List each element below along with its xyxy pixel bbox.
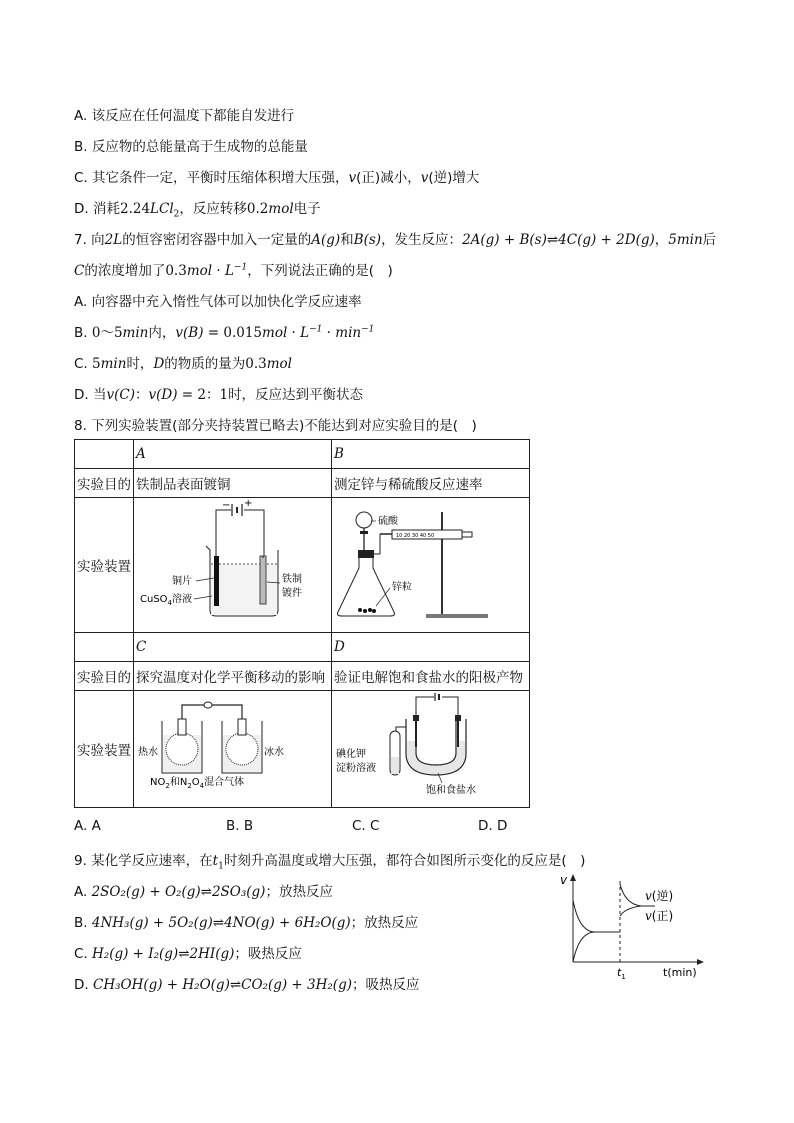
device-label: 实验装置 xyxy=(75,498,134,633)
legend-reverse: v(逆) xyxy=(645,889,674,903)
q6-option-a: A. 该反应在任何温度下都能自发进行 xyxy=(74,108,295,124)
ice-water-label: 冰水 xyxy=(264,747,284,758)
q9-option-c: C. H₂(g) + I₂(g)⇌2HI(g)；吸热反应 xyxy=(74,946,302,962)
col-header-a: A xyxy=(134,440,332,469)
t1-tick-label: $t_1$ xyxy=(617,966,626,981)
q7-option-b: B. 0～5min内，$v(B) = 0.015mol \cdot L^{-1} \cdot \min^{-1}$ xyxy=(74,324,375,341)
gas-mixture-label: $NO_2$和$N_2O_4$混合气体 xyxy=(150,777,245,790)
q8-option-a: A. A xyxy=(74,818,101,834)
x-axis-label: t(min) xyxy=(663,966,697,979)
q7-option-c: C. 5min时，D的物质的量为0.3mol xyxy=(74,356,292,372)
figure-b-cell xyxy=(332,498,530,633)
device-label-2: 实验装置 xyxy=(75,691,134,808)
q8-option-d: D. D xyxy=(478,818,508,834)
brine-label: 饱和食盐水 xyxy=(426,785,476,796)
hot-water-label: 热水 xyxy=(138,747,158,758)
purpose-label: 实验目的 xyxy=(75,469,134,498)
q9-option-a: A. 2SO₂(g) + O₂(g)⇌2SO₃(g)；放热反应 xyxy=(74,884,333,900)
svg-text:CuSO4溶液: CuSO$_4$溶液 xyxy=(140,594,193,607)
rate-chart xyxy=(555,870,715,985)
acid-label: 硫酸 xyxy=(378,516,398,527)
empty-cell xyxy=(75,440,134,469)
col-header-b: B xyxy=(332,440,530,469)
electrolysis-figure xyxy=(334,691,527,803)
q9-option-b: B. 4NH₃(g) + 5O₂(g)⇌4NO(g) + 6H₂O(g)；放热反应 xyxy=(74,915,419,931)
minus-sign: − xyxy=(222,500,231,511)
q8-option-b: B. B xyxy=(226,818,254,834)
purpose-b: 测定锌与稀硫酸反应速率 xyxy=(332,469,530,498)
q7-stem-line2: C的浓度增加了$0.3mol \cdot L^{-1}$，下列说法正确的是( ) xyxy=(74,262,393,279)
q9-option-d: D. CH₃OH(g) + H₂O(g)⇌CO₂(g) + 3H₂(g)；吸热反应 xyxy=(74,977,420,993)
equilibrium-temperature-figure xyxy=(136,691,329,803)
q8-table xyxy=(74,439,530,808)
plus-sign: + xyxy=(244,498,253,509)
y-axis-label: v xyxy=(560,873,568,887)
purpose-c: 探究温度对化学平衡移动的影响 xyxy=(134,662,332,691)
legend-forward: v(正) xyxy=(645,909,674,923)
q6-option-d: D. 消耗2.24LCl$_2$，反应转移0.2mol电子 xyxy=(74,201,321,220)
figure-d-cell xyxy=(332,691,530,808)
reaction-rate-figure xyxy=(334,498,527,628)
syringe-scale: 10 20 30 40 50 xyxy=(396,533,435,539)
series-reverse-before xyxy=(573,900,620,932)
electroplating-figure xyxy=(136,498,329,628)
iron-label-1: 铁制 xyxy=(282,574,302,585)
series-forward-before xyxy=(573,932,620,962)
ki-label-1: 碘化钾 xyxy=(336,749,366,760)
legend-reverse-text: (逆) xyxy=(651,889,674,903)
q7-option-d: D. 当v(C)：v(D) = 2：1时，反应达到平衡状态 xyxy=(74,387,364,403)
copper-label: 铜片 xyxy=(172,576,192,587)
figure-c-cell xyxy=(134,691,332,808)
zinc-label: 锌粒 xyxy=(392,582,412,593)
ki-label-2: 淀粉溶液 xyxy=(336,763,376,774)
col-header-c: C xyxy=(134,633,332,662)
q9-stem: 9. 某化学反应速率，在$t_1$时刻升高温度或增大压强，都符合如图所示变化的反应是( ) xyxy=(74,853,586,872)
copper-electrode xyxy=(214,556,219,606)
empty-cell-2 xyxy=(75,633,134,662)
purpose-label-2: 实验目的 xyxy=(75,662,134,691)
iron-label-2: 镀件 xyxy=(282,588,302,599)
q6-option-c: C. 其它条件一定，平衡时压缩体积增大压强，v(正)减小，v(逆)增大 xyxy=(74,170,480,186)
iron-electrode xyxy=(260,556,266,604)
purpose-d: 验证电解饱和食盐水的阳极产物 xyxy=(332,662,530,691)
q6-option-b: B. 反应物的总能量高于生成物的总能量 xyxy=(74,139,308,155)
legend-forward-text: (正) xyxy=(651,909,674,923)
q7-stem-line1: 7. 向2L的恒容密闭容器中加入一定量的A(g)和B(s)，发生反应：2A(g) + B(s)⇌4C(g) + 2D(g)，5min后 xyxy=(74,232,717,248)
purpose-a: 铁制品表面镀铜 xyxy=(134,469,332,498)
q8-stem: 8. 下列实验装置(部分夹持装置已略去)不能达到对应实验目的是( ) xyxy=(74,418,477,434)
figure-a-cell xyxy=(134,498,332,633)
col-header-d: D xyxy=(332,633,530,662)
q8-option-c: C. C xyxy=(352,818,380,834)
q7-option-a: A. 向容器中充入惰性气体可以加快化学反应速率 xyxy=(74,294,362,310)
